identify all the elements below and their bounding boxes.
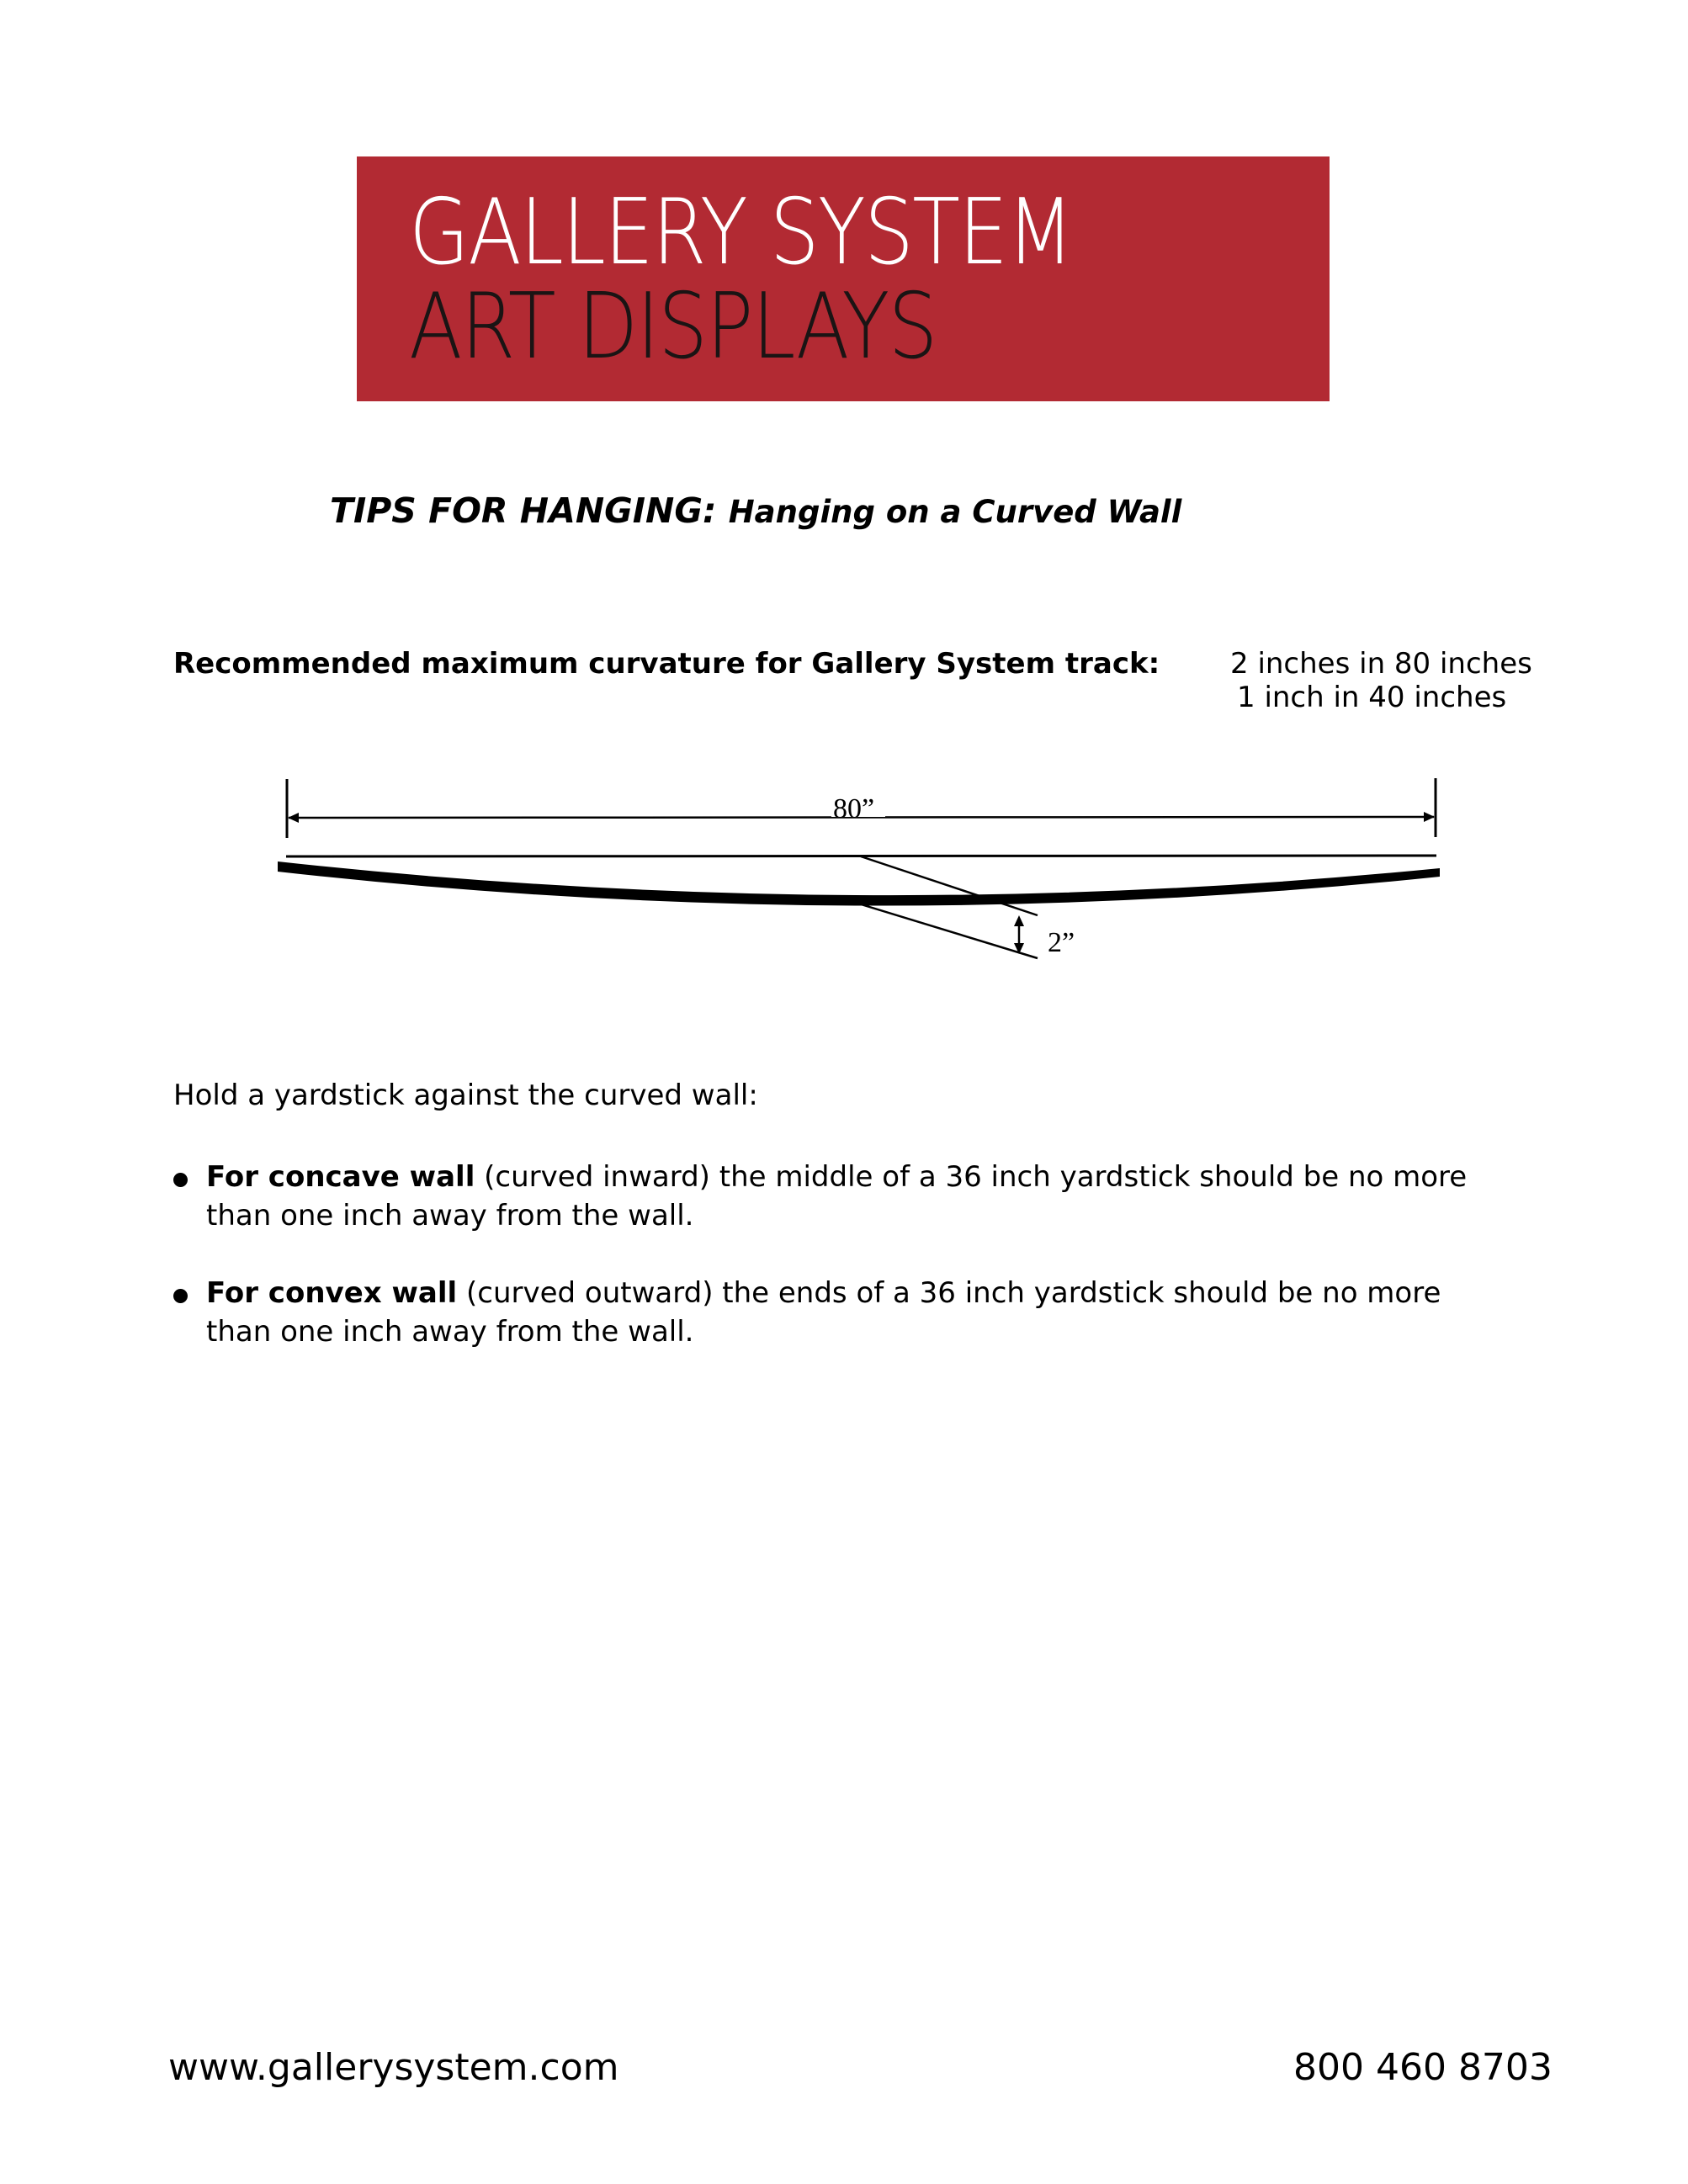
bullet-text-line2: than one inch away from the wall.: [206, 1315, 694, 1349]
recommendation-value-1: 2 inches in 80 inches: [1230, 647, 1532, 681]
instructions-intro: Hold a yardstick against the curved wall:: [173, 1079, 758, 1112]
arrow-left-icon: [288, 813, 299, 823]
title-subtitle: Hanging on a Curved Wall: [728, 494, 1182, 530]
logo-line-gallery-system: GALLERY SYSTEM: [409, 180, 1073, 285]
double-arrow-icon: [1014, 915, 1024, 954]
curvature-diagram: [0, 0, 1688, 1010]
leader-line-upper: [861, 856, 1038, 915]
footer-website: www.gallerysystem.com: [168, 2046, 619, 2089]
curved-wall: [278, 861, 1440, 906]
title-prefix: TIPS FOR HANGING:: [330, 490, 717, 531]
footer-phone: 800 460 8703: [1293, 2046, 1553, 2089]
bullet-heading: For convex wall: [206, 1276, 458, 1310]
logo-line-art-displays: ART DISPLAYS: [409, 274, 937, 379]
bullet-dot-icon: [173, 1289, 188, 1303]
dimension-80-inch: [287, 778, 1436, 838]
recommendation-label: Recommended maximum curvature for Gallery System track:: [173, 647, 1160, 681]
bullet-text-line2: than one inch away from the wall.: [206, 1199, 694, 1232]
leader-line-lower: [847, 900, 1038, 958]
depth-label: 2”: [1048, 927, 1075, 958]
bullet-text-line1: (curved outward) the ends of a 36 inch yardstick should be no more: [457, 1276, 1441, 1310]
arrow-right-icon: [1424, 812, 1435, 822]
bullet-dot-icon: [173, 1173, 188, 1187]
bullet-text-line1: (curved inward) the middle of a 36 inch yardstick should be no more: [475, 1160, 1468, 1194]
width-label: 80”: [833, 793, 875, 824]
recommendation-value-2: 1 inch in 40 inches: [1237, 681, 1507, 714]
bullet-heading: For concave wall: [206, 1160, 475, 1194]
